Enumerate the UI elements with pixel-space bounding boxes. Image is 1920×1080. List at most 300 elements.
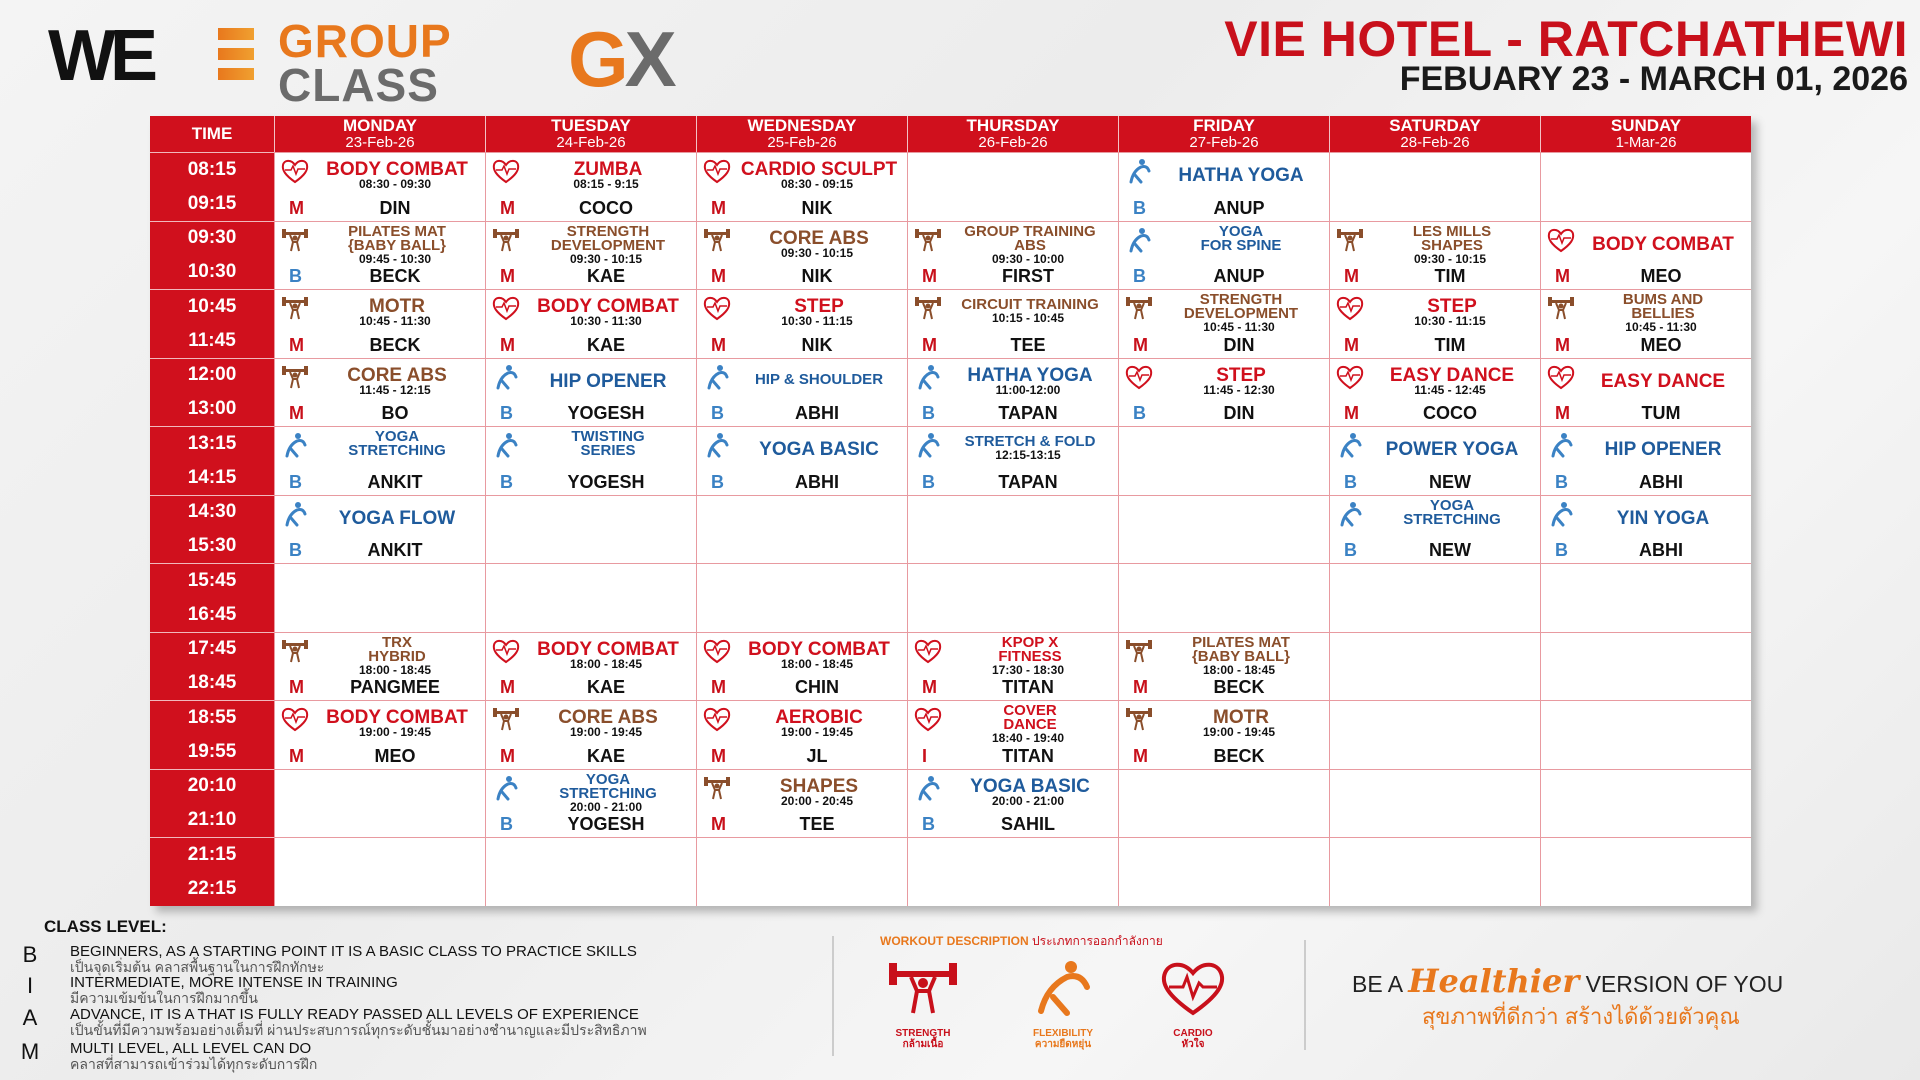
end-time: 13:00 (187, 398, 237, 420)
class-entry[interactable] (274, 289, 485, 358)
class-name: SERIES (580, 442, 636, 459)
schedule-cell (1118, 837, 1329, 906)
class-entry[interactable] (907, 289, 1118, 358)
instructor: BECK (1213, 677, 1265, 697)
class-name: CORE ABS (558, 707, 658, 728)
class-info (697, 227, 907, 260)
day-name: SUNDAY (1610, 116, 1682, 135)
class-level: M (1555, 403, 1570, 423)
day-header-thursday (907, 116, 1118, 152)
class-level: B (711, 403, 724, 423)
instructor: TEE (1010, 334, 1046, 355)
class-level: M (500, 197, 515, 218)
instructor-name (908, 746, 1118, 767)
class-info (275, 161, 485, 191)
class-time: 18:00 - 18:45 (1202, 662, 1276, 677)
instructor: KAE (586, 334, 625, 355)
class-info (697, 298, 907, 328)
class-info (486, 638, 696, 671)
strength-label: STRENGTH กล้ามเนื้อ (895, 1028, 951, 1050)
class-level: M (500, 677, 515, 697)
day-name: THURSDAY (966, 116, 1060, 135)
class-level: M (1133, 677, 1148, 697)
instructor-name (486, 198, 696, 219)
class-time: 18:40 - 19:40 (991, 731, 1065, 745)
class-name: AEROBIC (775, 707, 863, 728)
class-name: SHAPES (1421, 236, 1483, 254)
class-info (908, 222, 1118, 266)
level-letter: B (22, 942, 38, 967)
start-time: 09:30 (187, 227, 237, 249)
class-name: HIP & SHOULDER (754, 370, 884, 388)
start-time: 17:45 (187, 638, 237, 660)
instructor-name (1541, 403, 1751, 424)
class-info (275, 364, 485, 397)
workout-description-title: WORKOUT DESCRIPTION ประเภทการออกกำลังกาย (880, 934, 1163, 948)
day-header-tuesday (485, 116, 696, 152)
instructor: ANKIT (367, 540, 423, 560)
day-header-friday (1118, 116, 1329, 152)
class-info (908, 298, 1118, 325)
divider (832, 936, 834, 1056)
class-info (275, 222, 485, 266)
class-time: 11:45 - 12:30 (1203, 382, 1275, 397)
class-info (275, 709, 485, 739)
class-name: LES MILLS (1412, 222, 1492, 240)
class-entry[interactable] (907, 221, 1118, 290)
day-name: MONDAY (343, 116, 417, 135)
instructor-name (1330, 472, 1540, 493)
instructor-name (697, 472, 907, 493)
class-entry[interactable] (696, 700, 907, 769)
class-entry[interactable] (696, 769, 907, 838)
class-name: YOGA (374, 428, 420, 445)
class-level: B (500, 471, 513, 492)
class-entry[interactable] (1540, 289, 1751, 358)
class-entry[interactable] (1540, 426, 1751, 495)
class-name: BODY COMBAT (326, 159, 468, 180)
class-name: STRETCHING (1403, 510, 1501, 528)
logo-class-text: CLASS (278, 59, 439, 111)
schedule-cell (1118, 495, 1329, 564)
class-name: CORE ABS (347, 364, 447, 386)
time-slot (150, 769, 274, 838)
class-entry[interactable] (274, 495, 485, 564)
class-name: YIN YOGA (1616, 507, 1710, 529)
class-entry[interactable] (1118, 152, 1329, 221)
schedule-cell (1329, 769, 1540, 838)
instructor: YOGESH (567, 471, 645, 492)
class-entry[interactable] (485, 769, 696, 838)
start-time: 14:30 (187, 501, 237, 523)
class-info (1541, 507, 1751, 529)
schedule-cell (1540, 632, 1751, 701)
class-entry[interactable] (1329, 426, 1540, 495)
class-time: 10:30 - 11:15 (781, 314, 853, 328)
instructor: JL (806, 745, 828, 766)
class-name: {BABY BALL} (1191, 647, 1291, 665)
level-letter: M (20, 1039, 40, 1064)
class-name: {BABY BALL} (347, 236, 447, 254)
class-info (908, 364, 1118, 397)
instructor-name (908, 335, 1118, 356)
instructor: ANUP (1213, 266, 1265, 286)
class-entry[interactable] (1540, 358, 1751, 427)
class-name: STRETCHING (348, 442, 446, 459)
class-entry[interactable] (274, 152, 485, 221)
class-level: B (922, 403, 935, 423)
class-time: 09:30 - 10:15 (1413, 251, 1487, 266)
instructor-name (486, 472, 696, 493)
class-level: B (289, 540, 302, 560)
instructor: NEW (1429, 471, 1471, 492)
time-slot (150, 152, 274, 221)
class-level: M (1555, 266, 1570, 286)
instructor-name (697, 198, 907, 219)
class-info (697, 638, 907, 671)
class-entry[interactable] (485, 700, 696, 769)
instructor-name (908, 472, 1118, 493)
instructor-name (1119, 677, 1329, 698)
class-name: YOGA BASIC (970, 775, 1090, 797)
schedule-cell (696, 837, 907, 906)
class-name: HIP OPENER (549, 370, 667, 392)
class-name: PILATES MAT (1192, 633, 1290, 651)
class-name: BELLIES (1631, 305, 1695, 322)
instructor-name (486, 403, 696, 424)
class-info (275, 633, 485, 677)
class-name: HATHA YOGA (967, 364, 1093, 386)
class-info (697, 370, 907, 388)
instructor-name (697, 814, 907, 835)
start-time: 12:00 (187, 364, 237, 386)
instructor-name (697, 746, 907, 767)
class-level: M (922, 266, 937, 286)
instructor: ABHI (795, 471, 839, 492)
instructor: BECK (369, 334, 421, 355)
level-letter: A (22, 1005, 38, 1030)
instructor: ABHI (1639, 540, 1683, 560)
class-entry[interactable] (907, 358, 1118, 427)
class-entry[interactable] (907, 632, 1118, 701)
class-level: M (1344, 403, 1359, 423)
class-entry[interactable] (907, 769, 1118, 838)
class-name: CIRCUIT TRAINING (961, 296, 1099, 313)
class-level-title: CLASS LEVEL: (44, 917, 167, 936)
schedule-cell (1118, 563, 1329, 632)
schedule-cell (485, 563, 696, 632)
instructor: MEO (1640, 334, 1682, 355)
instructor: ABHI (795, 403, 839, 423)
class-name: MOTR (369, 296, 425, 317)
class-entry[interactable] (1540, 495, 1751, 564)
instructor: NEW (1429, 540, 1471, 560)
hotel-title: VIE HOTEL - RATCHATHEWI (1224, 11, 1908, 67)
class-name: FITNESS (998, 647, 1062, 665)
class-entry[interactable] (485, 426, 696, 495)
instructor-name (1330, 403, 1540, 424)
flexibility-legend (1008, 957, 1118, 1050)
class-entry[interactable] (1118, 289, 1329, 358)
class-entry[interactable] (696, 221, 907, 290)
level-description-thai: คลาสที่สามารถเข้าร่วมได้ทุกระดับการฝึก (70, 1056, 318, 1072)
instructor: YOGESH (567, 403, 645, 423)
instructor-name (1330, 266, 1540, 287)
instructor-name (1119, 403, 1329, 424)
start-time: 21:15 (187, 843, 237, 865)
class-info (1541, 293, 1751, 334)
class-info (1330, 364, 1540, 397)
day-date: 24-Feb-26 (556, 134, 626, 151)
schedule-cell (907, 152, 1118, 221)
instructor: TUM (1641, 403, 1681, 423)
class-name: CORE ABS (769, 227, 869, 249)
instructor: ABHI (1639, 471, 1683, 492)
day-date: 23-Feb-26 (345, 134, 415, 151)
class-info (1119, 633, 1329, 677)
class-info (486, 709, 696, 739)
class-info (1330, 298, 1540, 328)
instructor-name (1119, 335, 1329, 356)
class-info (486, 370, 696, 392)
instructor: YOGESH (567, 814, 645, 834)
class-entry[interactable] (274, 426, 485, 495)
class-entry[interactable] (1540, 221, 1751, 290)
class-time: 10:45 - 11:30 (1203, 320, 1275, 334)
instructor: BO (381, 403, 409, 423)
instructor: TAPAN (998, 471, 1058, 492)
instructor: BECK (1213, 745, 1265, 766)
class-time: 17:30 - 18:30 (991, 662, 1065, 677)
class-entry[interactable] (696, 632, 907, 701)
class-name: PILATES MAT (348, 222, 446, 240)
instructor-name (697, 403, 907, 424)
class-level: B (1133, 266, 1146, 286)
instructor: KAE (586, 745, 625, 766)
class-level: B (1133, 403, 1146, 423)
instructor-name (275, 540, 485, 561)
schedule-cell (1540, 563, 1751, 632)
logo-group-text: GROUP (278, 15, 452, 67)
instructor: MEO (1640, 266, 1682, 286)
slogan-thai: สุขภาพที่ดีกว่า สร้างได้ด้วยตัวคุณ (1422, 1004, 1740, 1029)
class-name: YOGA BASIC (759, 439, 879, 460)
instructor-name (1541, 335, 1751, 356)
class-info (275, 430, 485, 458)
class-time: 18:00 - 18:45 (358, 662, 432, 677)
time-slot (150, 221, 274, 290)
instructor-name (1541, 540, 1751, 561)
schedule-cell (485, 837, 696, 906)
class-entry[interactable] (274, 700, 485, 769)
class-level: M (1133, 745, 1148, 766)
time-column-header: TIME (150, 116, 274, 152)
instructor-name (486, 266, 696, 287)
class-time: 18:00 - 18:45 (569, 656, 643, 671)
end-time: 15:30 (187, 535, 237, 557)
time-slot (150, 358, 274, 427)
class-entry[interactable] (1329, 289, 1540, 358)
schedule-cell (274, 769, 485, 838)
class-name: TRX (382, 633, 412, 651)
class-entry[interactable] (907, 426, 1118, 495)
level-description: INTERMEDIATE, MORE INTENSE IN TRAINING (70, 974, 398, 991)
class-level: B (289, 471, 302, 492)
start-time: 20:10 (187, 775, 237, 797)
class-entry[interactable] (485, 632, 696, 701)
end-time: 21:10 (187, 809, 237, 831)
class-level: M (711, 745, 726, 766)
class-time: 09:30 - 10:15 (780, 245, 854, 260)
day-date: 25-Feb-26 (767, 134, 837, 151)
instructor-name (1330, 540, 1540, 561)
cardio-legend (1138, 957, 1248, 1050)
class-name: HATHA YOGA (1178, 165, 1304, 186)
class-time: 08:15 - 9:15 (573, 177, 639, 191)
instructor: KAE (586, 266, 625, 286)
class-entry[interactable] (1118, 700, 1329, 769)
instructor-name (275, 266, 485, 287)
instructor: NIK (801, 334, 833, 355)
class-time: 08:30 - 09:15 (780, 177, 854, 191)
class-time: 19:00 - 19:45 (1202, 725, 1276, 739)
class-time: 10:15 - 10:45 (991, 311, 1065, 325)
instructor: BECK (369, 266, 421, 286)
class-entry[interactable] (696, 289, 907, 358)
start-time: 13:15 (187, 432, 237, 454)
class-name: ZUMBA (573, 159, 643, 180)
class-entry[interactable] (696, 358, 907, 427)
time-slot (150, 426, 274, 495)
class-info (697, 161, 907, 191)
schedule-cell (274, 837, 485, 906)
class-name: EASY DANCE (1389, 364, 1515, 386)
class-info (1330, 222, 1540, 266)
schedule-cell (907, 495, 1118, 564)
class-level: B (922, 814, 935, 834)
class-name: BODY COMBAT (1592, 233, 1734, 255)
class-entry[interactable] (274, 358, 485, 427)
instructor-name (486, 746, 696, 767)
level-description-thai: เป็นขั้นที่มีความพร้อมอย่างเต็มที่ ผ่านประสบการณ์ทุกระดับชั้นมาอย่างชำนาญและมีประสิทธิภาพ (70, 1022, 647, 1038)
class-info (1119, 167, 1329, 184)
class-entry[interactable] (485, 289, 696, 358)
class-entry[interactable] (1118, 221, 1329, 290)
flexibility-label: FLEXIBILITY ความยืดหยุ่น (1033, 1028, 1093, 1050)
class-info (1119, 709, 1329, 739)
instructor: COCO (579, 197, 633, 218)
start-time: 08:15 (187, 158, 237, 180)
class-info (697, 709, 907, 739)
class-entry[interactable] (485, 221, 696, 290)
day-header-wednesday (696, 116, 907, 152)
class-entry[interactable] (274, 632, 485, 701)
class-level: M (500, 334, 515, 355)
class-entry[interactable] (1118, 632, 1329, 701)
instructor: KAE (586, 677, 625, 697)
class-entry[interactable] (696, 426, 907, 495)
class-name: STRETCH & FOLD (964, 433, 1096, 450)
class-info (486, 222, 696, 266)
class-entry[interactable] (907, 700, 1118, 769)
class-time: 20:00 - 21:00 (991, 793, 1065, 808)
class-level: B (289, 266, 302, 286)
class-name: CARDIO SCULPT (740, 159, 898, 180)
class-name: GROUP TRAINING (964, 222, 1096, 240)
class-level: M (711, 266, 726, 286)
schedule-cell (1540, 152, 1751, 221)
time-slot (150, 289, 274, 358)
class-entry[interactable] (696, 152, 907, 221)
instructor-name (1330, 335, 1540, 356)
schedule-cell (1118, 769, 1329, 838)
instructor: TIM (1434, 334, 1466, 355)
class-name: STEP (1427, 296, 1477, 317)
class-time: 10:30 - 11:30 (570, 314, 642, 328)
class-time: 18:00 - 18:45 (780, 656, 854, 671)
class-entry[interactable] (1329, 221, 1540, 290)
logo-we: WE (48, 16, 152, 96)
class-level: M (289, 745, 304, 766)
instructor-name (275, 403, 485, 424)
class-info (486, 298, 696, 328)
instructor-name (908, 266, 1118, 287)
instructor: ANKIT (367, 471, 423, 492)
class-level: M (289, 403, 304, 423)
class-time: 19:00 - 19:45 (780, 725, 854, 739)
start-time: 18:55 (187, 706, 237, 728)
instructor-name (908, 814, 1118, 835)
class-entry[interactable] (485, 358, 696, 427)
class-time: 09:30 - 10:00 (991, 251, 1065, 266)
class-info (1541, 441, 1751, 458)
instructor: FIRST (1002, 266, 1054, 286)
strength-legend (868, 957, 978, 1050)
end-time: 11:45 (188, 329, 236, 351)
class-entry[interactable] (485, 152, 696, 221)
class-entry[interactable] (1118, 358, 1329, 427)
workout-description (838, 935, 1288, 1055)
class-name: FOR SPINE (1200, 236, 1282, 254)
class-info (908, 775, 1118, 808)
class-entry[interactable] (274, 221, 485, 290)
class-level: M (922, 677, 937, 697)
schedule-cell (1540, 769, 1751, 838)
schedule-cell (274, 563, 485, 632)
class-level: M (711, 334, 726, 355)
class-info (1119, 222, 1329, 254)
instructor-name (486, 814, 696, 835)
start-time: 10:45 (187, 295, 237, 317)
end-time: 09:15 (187, 192, 237, 214)
class-time: 20:00 - 21:00 (569, 799, 643, 814)
class-entry[interactable] (1329, 495, 1540, 564)
schedule-cell (907, 563, 1118, 632)
schedule-cell (1540, 700, 1751, 769)
class-entry[interactable] (1329, 358, 1540, 427)
class-level: M (711, 677, 726, 697)
end-time: 18:45 (187, 672, 237, 694)
end-time: 19:55 (187, 740, 237, 762)
class-name: BUMS AND (1622, 291, 1704, 308)
class-level: M (289, 197, 304, 218)
class-name: STRENGTH (566, 222, 650, 240)
logo-bars (218, 28, 254, 88)
class-name: POWER YOGA (1385, 439, 1519, 460)
day-date: 27-Feb-26 (1189, 134, 1259, 151)
class-name: DANCE (1003, 716, 1057, 733)
class-name: HYBRID (368, 647, 426, 665)
